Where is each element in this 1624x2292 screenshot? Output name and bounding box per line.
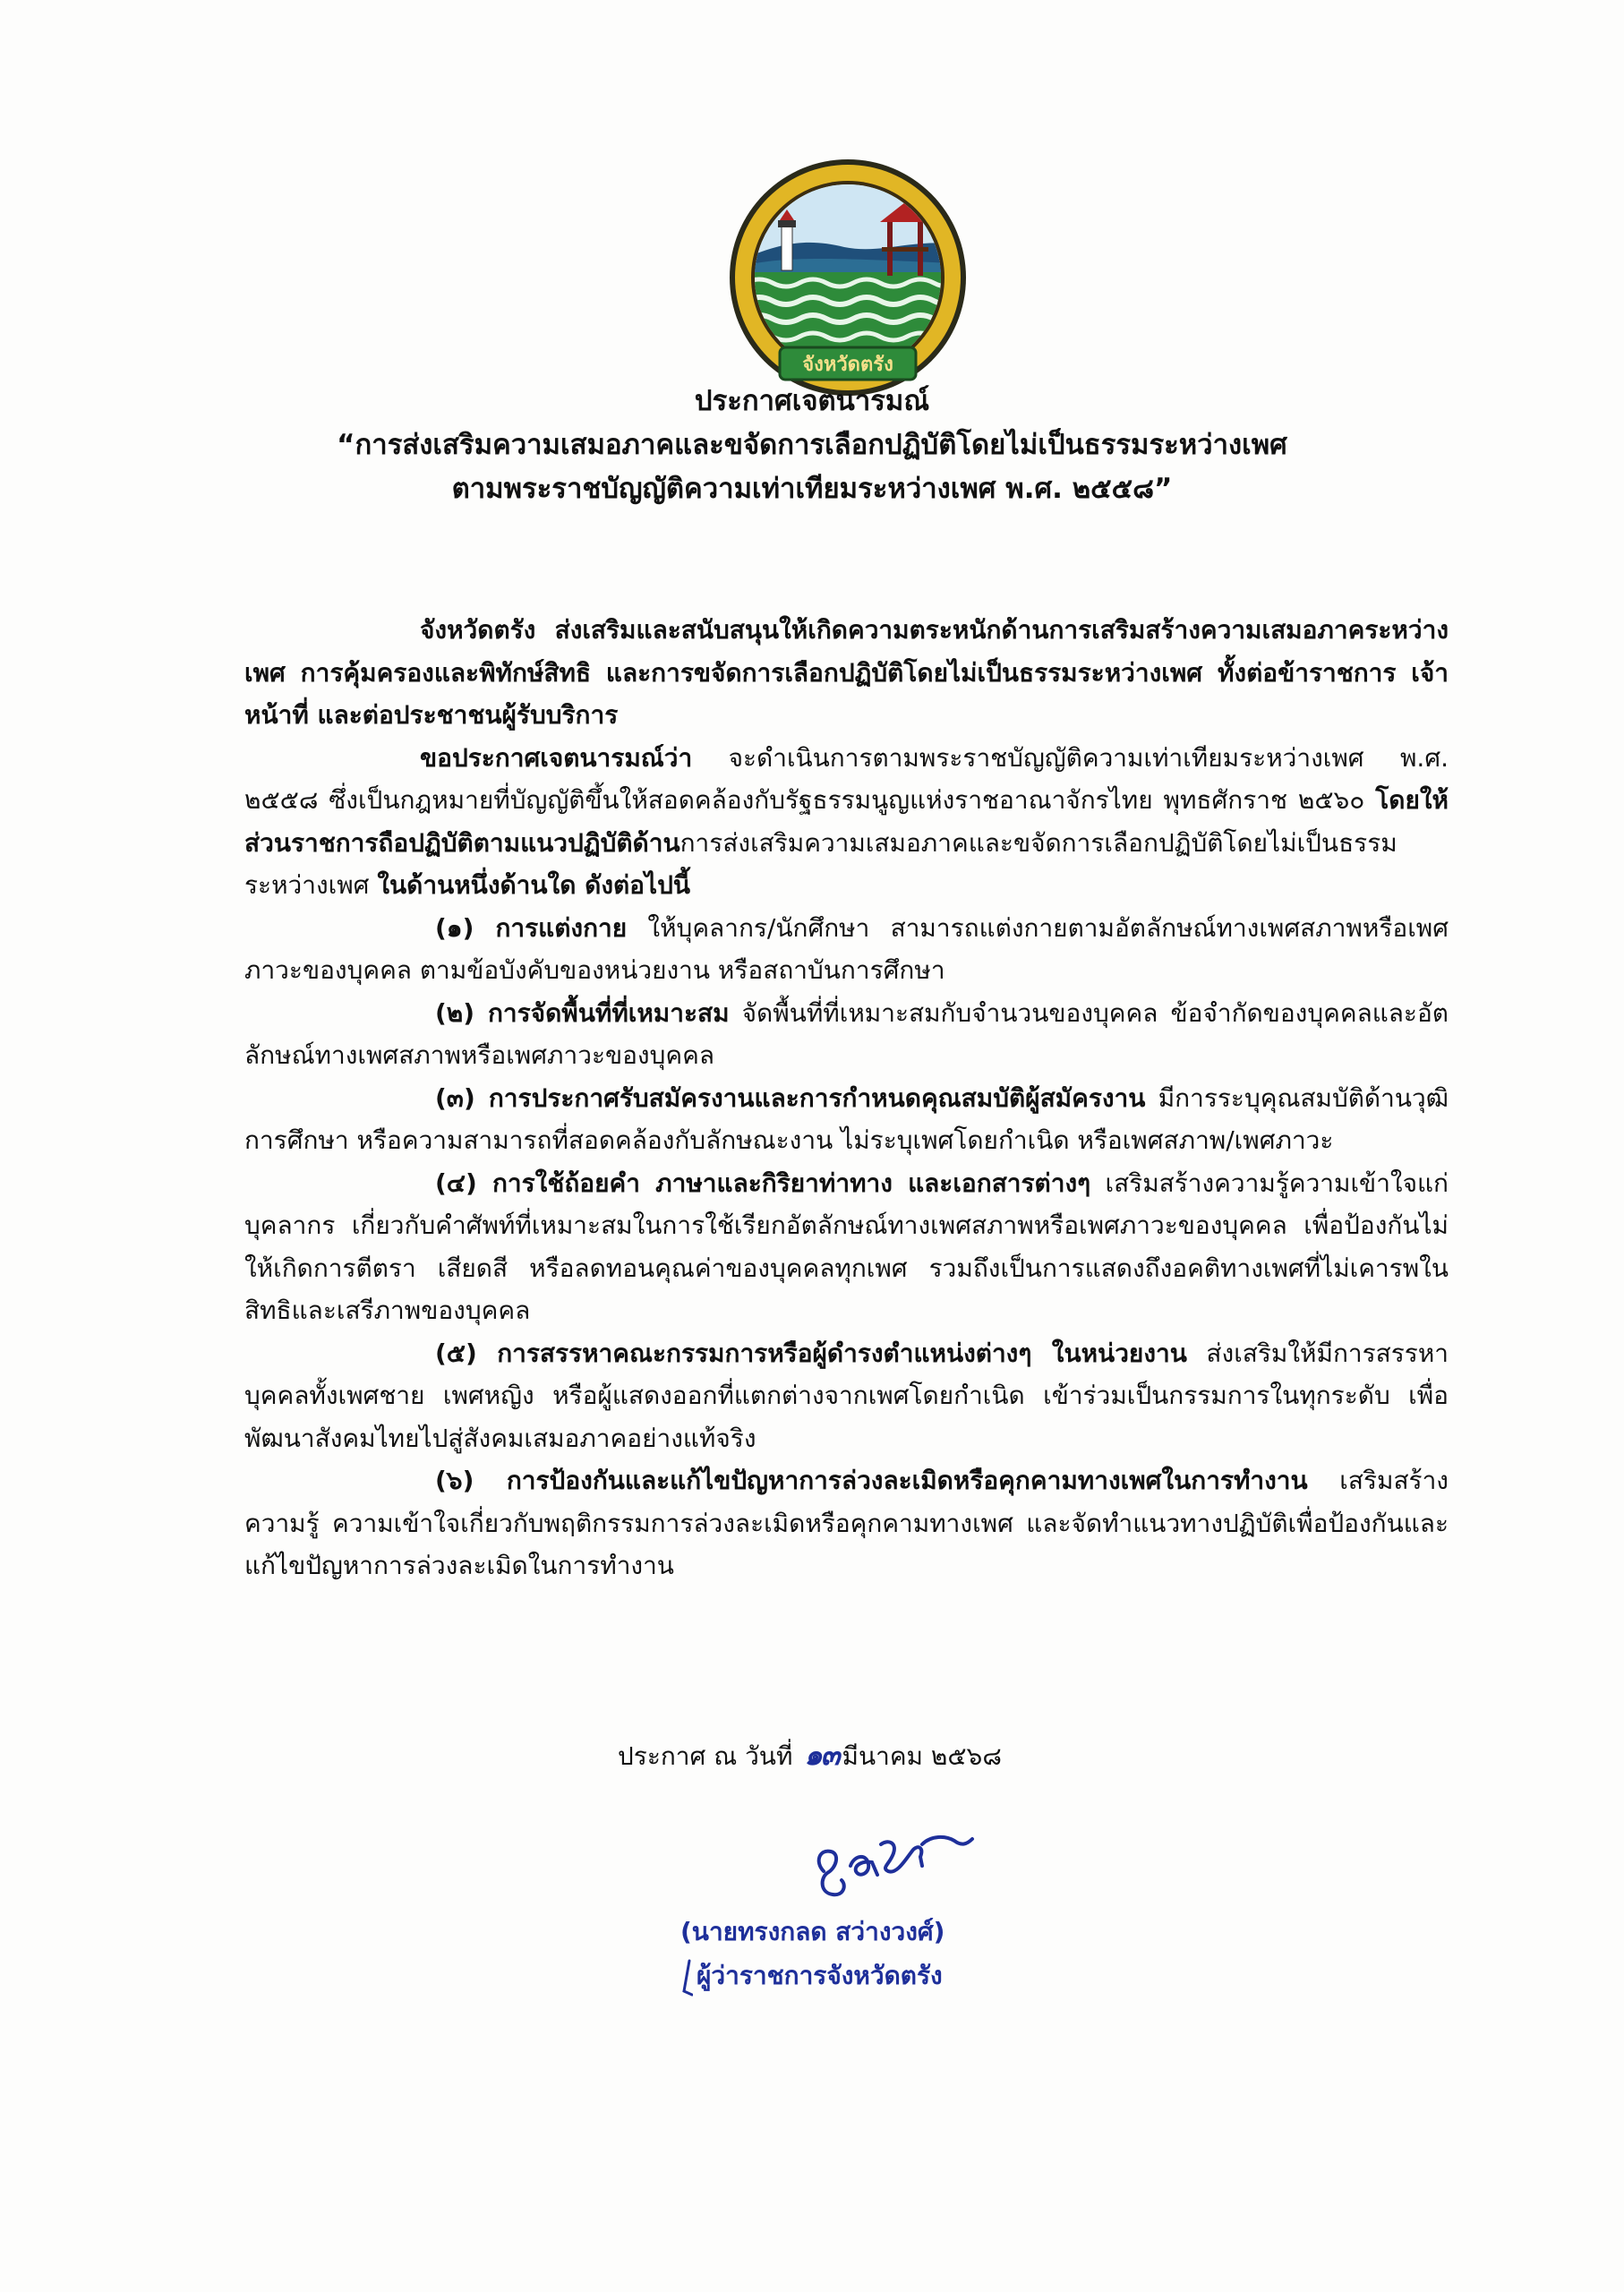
- item-text: จัดพื้นที่ที่เหมาะสมกับจำนวนของบุคคล ข้อจำกัดของบุคคลและอัตลักษณ์ทางเพศสภาพหรือเพศภาวะของบุคคล: [244, 997, 1449, 1070]
- title-line-3: ตามพระราชบัญญัติความเท่าเทียมระหว่างเพศ พ.ศ. ๒๕๕๘”: [451, 473, 1173, 505]
- item-3: [244, 1077, 1449, 1162]
- announcement-title: [179, 380, 1445, 511]
- province-seal: [728, 158, 968, 398]
- handwritten-signature: [788, 1809, 994, 1907]
- intro-paragraph: จังหวัดตรัง ส่งเสริมและสนับสนุนให้เกิดความตระหนักด้านการเสริมสร้างความเสมอภาคระหว่างเพศ การคุ้มครองและพิทักษ์สิทธิ และการขจัดการเลือกปฏิบัติโดยไม่เป็นธรรมระหว่างเพศ ทั้งต่อข้าราชการ เจ้าหน้าที่ และต่อประชาชนผู้รับบริการ: [244, 615, 1449, 730]
- announcement-body: [244, 609, 1449, 1587]
- declaration-mid: โดยให้ส่วนราชการถือปฏิบัติตามแนวปฏิบัติด้าน: [244, 785, 1449, 858]
- item-4: [244, 1162, 1449, 1332]
- item-text: ส่งเสริมให้มีการสรรหาบุคคลทั้งเพศชาย เพศหญิง หรือผู้แสดงออกที่แตกต่างจากเพศโดยกำเนิด เข้าร่วมเป็นกรรมการในทุกระดับ เพื่อพัฒนาสังคมไทยไปสู่สังคมเสมอภาคอย่างแท้จริง: [244, 1338, 1449, 1453]
- item-text: เสริมสร้างความรู้ ความเข้าใจเกี่ยวกับพฤติกรรมการล่วงละเมิดหรือคุกคามทางเพศ และจัดทำแนวทางปฏิบัติเพื่อป้องกันและแก้ไขปัญหาการล่วงละเมิดในการทำงาน: [244, 1466, 1449, 1580]
- signer-title: ผู้ว่าราชการจังหวัดตรัง: [697, 1961, 943, 1990]
- item-6: [244, 1459, 1449, 1587]
- item-text: เสริมสร้างความรู้ความเข้าใจแก่บุคลากร เกี่ยวกับคำศัพท์ที่เหมาะสมในการใช้เรียกอัตลักษณ์ทางเพศสภาพหรือเพศภาวะของบุคคล เพื่อป้องกันไม่ให้เกิดการตีตรา เสียดสี หรือลดทอนคุณค่าของบุคคลทุกเพศ รวมถึงเป็นการแสดงถึงอคติทางเพศที่ไม่เคารพในสิทธิและเสรีภาพของบุคคล: [244, 1167, 1449, 1325]
- item-5: [244, 1332, 1449, 1460]
- title-line-2: “การส่งเสริมความเสมอภาคและขจัดการเลือกปฏิบัติโดยไม่เป็นธรรมระหว่างเพศ: [337, 429, 1287, 461]
- item-text: ให้บุคลากร/นักศึกษา สามารถแต่งกายตามอัตลักษณ์ทางเพศสภาพหรือเพศภาวะของบุคคล ตามข้อบังคับของหน่วยงาน หรือสถาบันการศึกษา: [244, 912, 1449, 985]
- declaration-lead: ขอประกาศเจตนารมณ์ว่า: [420, 742, 693, 773]
- item-heading: (๑) การแต่งกาย: [435, 912, 628, 943]
- signer-name: (นายทรงกลด สว่างวงศ์): [680, 1917, 945, 1946]
- item-heading: (๔) การใช้ถ้อยคำ ภาษาและกิริยาท่าทาง และเอกสารต่างๆ: [435, 1167, 1091, 1198]
- item-2: [244, 992, 1449, 1077]
- declaration-text-b: การส่งเสริมความเสมอภาคและขจัดการเลือกปฏิบัติโดยไม่เป็นธรรมระหว่างเพศ: [244, 827, 1397, 900]
- announcement-date: [618, 1737, 1002, 1775]
- declaration-tail: ในด้านหนึ่งด้านใด ดังต่อไปนี้: [377, 870, 690, 900]
- item-1: [244, 907, 1449, 992]
- item-text: มีการระบุคุณสมบัติด้านวุฒิการศึกษา หรือความสามารถที่สอดคล้องกับลักษณะงาน ไม่ระบุเพศโดยกำเนิด หรือเพศสภาพ/เพศภาวะ: [244, 1082, 1449, 1155]
- date-month-year: มีนาคม ๒๕๖๘: [842, 1741, 1002, 1771]
- margin-mark-icon: [680, 1959, 693, 1997]
- declaration-text-a: จะดำเนินการตามพระราชบัญญัติความเท่าเทียมระหว่างเพศ พ.ศ. ๒๕๕๘ ซึ่งเป็นกฎหมายที่บัญญัติขึ้นให้สอดคล้องกับรัฐธรรมนูญแห่งราชอาณาจักรไทย พุทธศักราช ๒๕๖๐: [244, 742, 1449, 815]
- date-prefix: ประกาศ ณ วันที่: [618, 1741, 793, 1771]
- item-heading: (๒) การจัดพื้นที่ที่เหมาะสม: [435, 997, 730, 1028]
- declaration-paragraph: [244, 737, 1449, 907]
- item-heading: (๕) การสรรหาคณะกรรมการหรือผู้ดำรงตำแหน่งต่างๆ ในหน่วยงาน: [435, 1338, 1187, 1368]
- seal-banner-text: จังหวัดตรัง: [802, 354, 893, 376]
- item-heading: (๖) การป้องกันและแก้ไขปัญหาการล่วงละเมิดหรือคุกคามทางเพศในการทำงาน: [435, 1466, 1308, 1495]
- date-day: ๑๓: [804, 1738, 839, 1772]
- item-heading: (๓) การประกาศรับสมัครงานและการกำหนดคุณสมบัติผู้สมัครงาน: [435, 1082, 1146, 1113]
- title-line-1: ประกาศเจตนารมณ์: [694, 385, 930, 417]
